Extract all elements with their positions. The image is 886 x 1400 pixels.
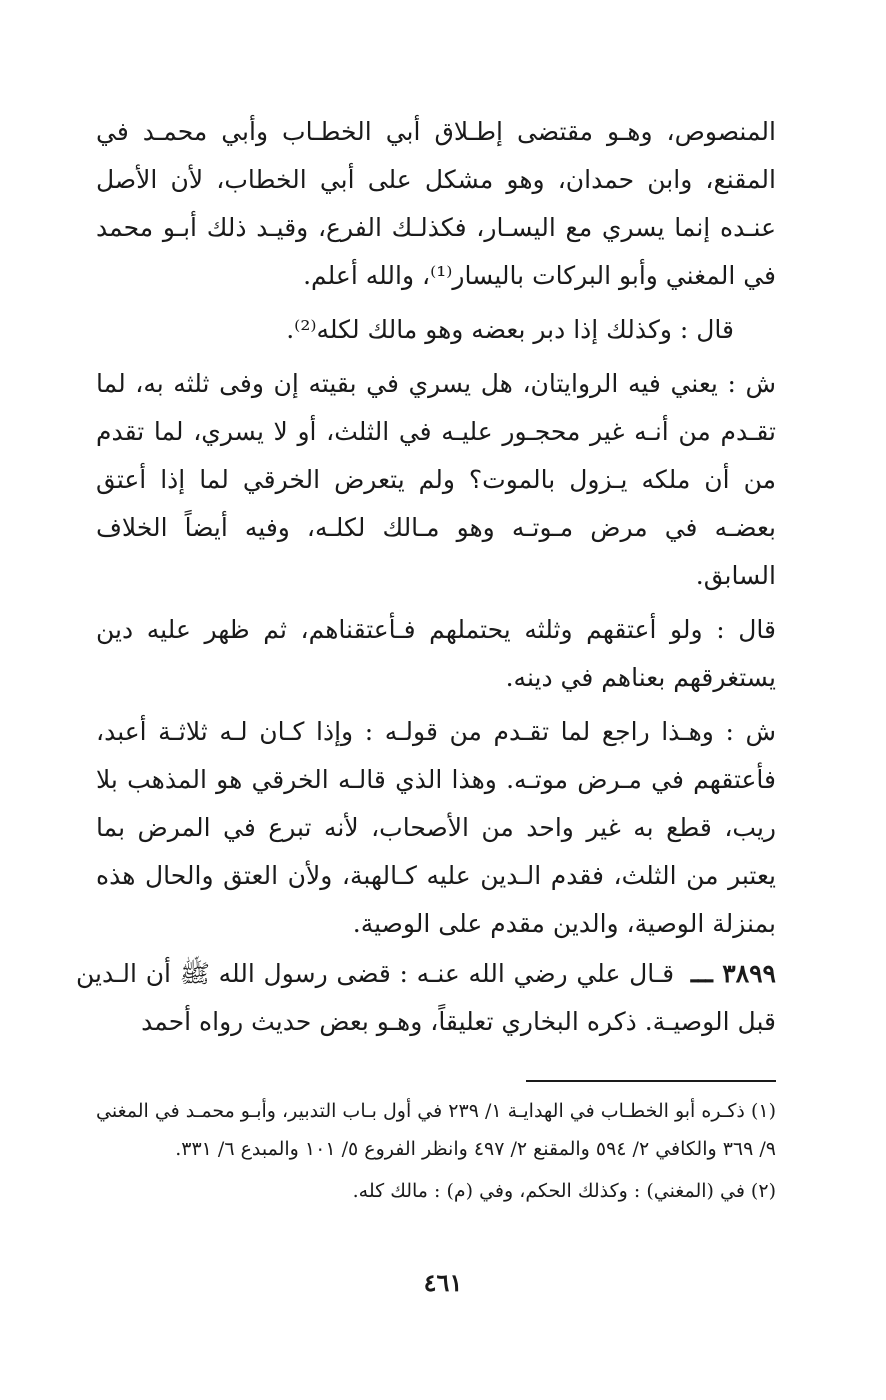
footnotes <box>96 1092 776 1214</box>
page-number: ٤٦١ <box>423 1268 463 1297</box>
paragraph-1: المنصوص، وهـو مقتضى إطـلاق أبي الخطـاب وأبي محمـد في المقنع، وابن حمدان، وهو مشكل على أبي الخطاب، لأن الأصل عنـده إنما يسري مع اليسـار، فكذلـك الفرع، وقيـد ذلك أبـو محمد في المغني وأبو البركات باليسار⁽¹⁾، والله أعلم. <box>96 117 776 290</box>
paragraph-5: ش : وهـذا راجع لما تقـدم من قولـه : وإذا كـان لـه ثلاثـة أعبد، فأعتقهم في مـرض موتـه. وهذا الذي قالـه الخرقي هو المذهب بلا ريب، قطع به غير واحد من الأصحاب، لأنه تبرع في المرض بما يعتبر من الثلث، فقدم الـدين عليه كـالهبة، ولأن العتق والحال هذه بمنزلة الوصية، والدين مقدم على الوصية. <box>96 717 776 938</box>
footnote-2: (٢) في (المغني) : وكذلك الحكم، وفي (م) : مالك كله. <box>352 1180 776 1202</box>
main-text <box>96 108 776 954</box>
footnote-divider <box>526 1080 776 1082</box>
hadith-number: ٣٨٩٩ ـــ <box>690 959 776 988</box>
paragraph-2: قال : وكذلك إذا دبر بعضه وهو مالك لكله⁽²⁾. <box>286 315 734 344</box>
hadith-text: قـال علي رضي الله عنـه : قضى رسول الله ﷺ أن الـدين قبل الوصيـة. ذكره البخاري تعليقاً، وهـو بعض حديث رواه أحمد <box>76 959 776 1036</box>
paragraph-3: ش : يعني فيه الروايتان، هل يسري في بقيته إن وفى ثلثه به، لما تقـدم من أنـه غير محجـور عليـه في الثلث، أو لا يسري، لما تقدم من أن ملكه يـزول بالموت؟ ولم يتعرض الخرقي لما إذا أعتق بعضـه في مرض مـوتـه وهو مـالك لكلـه، وفيه أيضاً الخلاف السابق. <box>96 369 776 590</box>
footnote-1: (١) ذكـره أبو الخطـاب في الهدايـة ١/ ٢٣٩ في أول بـاب التدبير، وأبـو محمـد في المغني ٩/ ٣٦٩ والكافي ٢/ ٥٩٤ والمقنع ٢/ ٤٩٧ وانظر الفروع ٥/ ١٠١ والمبدع ٦/ ٣٣١. <box>96 1100 776 1160</box>
hadith-entry <box>76 950 776 1046</box>
paragraph-4: قال : ولو أعتقهم وثلثه يحتملهم فـأعتقناهم، ثم ظهر عليه دين يستغرقهم بعناهم في دينه. <box>96 615 776 692</box>
